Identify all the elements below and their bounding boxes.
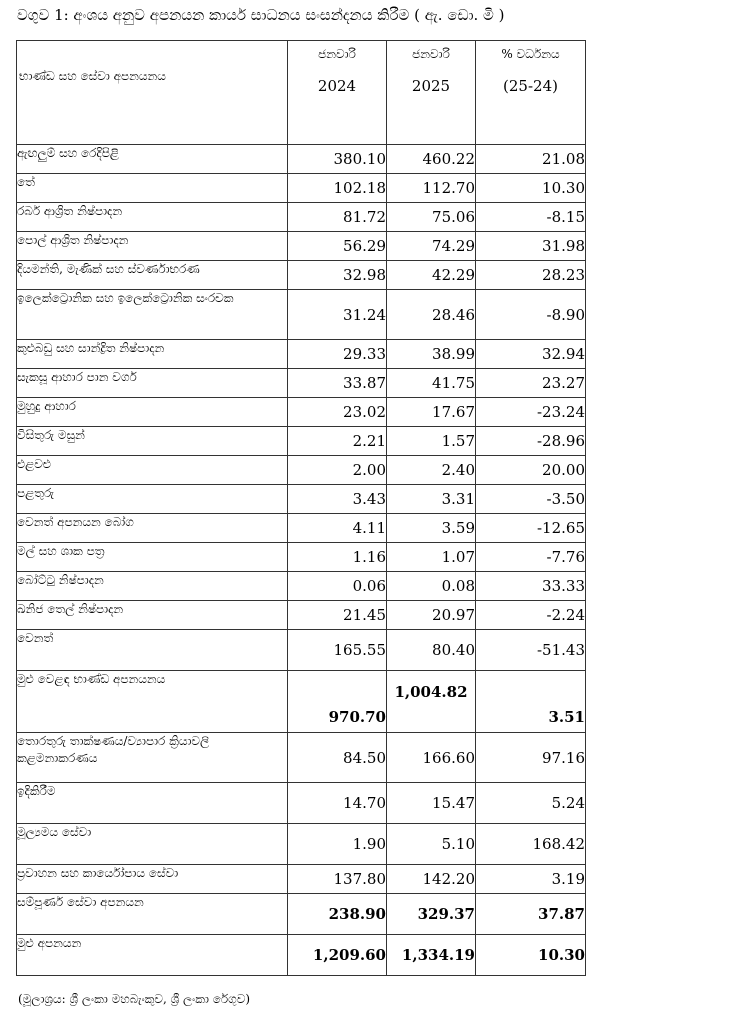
header-2024 (288, 41, 387, 145)
row-2025: 1,334.19 (387, 935, 476, 976)
table-row (17, 630, 586, 671)
table-row (17, 572, 586, 601)
header-row (17, 41, 586, 145)
table-row (17, 145, 586, 174)
header-2025 (387, 41, 476, 145)
row-growth: -28.96 (476, 427, 586, 456)
header-2025-month: ජනවාරි (412, 47, 450, 61)
row-name: තේ (17, 174, 288, 203)
table-caption: වගුව 1: අංශය අනුව අපනයන කාර්ය සාධනය සංසන්දනය කිරීම ( ඇ. ඩො. මි ) (17, 6, 505, 24)
row-growth: -51.43 (476, 630, 586, 671)
row-growth: 23.27 (476, 369, 586, 398)
row-growth: 20.00 (476, 456, 586, 485)
row-2024: 14.70 (288, 783, 387, 824)
row-growth: 97.16 (476, 733, 586, 783)
row-2024: 56.29 (288, 232, 387, 261)
row-growth: 33.33 (476, 572, 586, 601)
table-row (17, 290, 586, 340)
row-name: සම්පූර්ණ සේවා අපනයන (17, 894, 288, 935)
row-name: විසිතුරු මසුන් (17, 427, 288, 456)
row-2025: 112.70 (387, 174, 476, 203)
row-growth: -8.15 (476, 203, 586, 232)
row-name: මල් සහ ශාක පත්‍ර (17, 543, 288, 572)
row-name: මුහුදු ආහාර (17, 398, 288, 427)
header-category: භාණ්ඩ සහ සේවා අපනයනය (17, 41, 288, 145)
table-row (17, 601, 586, 630)
row-name: එළවළු (17, 456, 288, 485)
row-2024: 1,209.60 (288, 935, 387, 976)
row-2024: 2.21 (288, 427, 387, 456)
row-2024: 102.18 (288, 174, 387, 203)
row-2025: 2.40 (387, 456, 476, 485)
row-name: දියමන්ති, මැණික් සහ ස්වර්ණාභරණ (17, 261, 288, 290)
row-2024: 21.45 (288, 601, 387, 630)
row-2025: 5.10 (387, 824, 476, 865)
row-growth: -23.24 (476, 398, 586, 427)
row-growth: 32.94 (476, 340, 586, 369)
row-2025: 0.08 (387, 572, 476, 601)
row-name: මුළු අපනයන (17, 935, 288, 976)
table-row (17, 824, 586, 865)
row-2025: 42.29 (387, 261, 476, 290)
row-2025: 460.22 (387, 145, 476, 174)
row-2024: 32.98 (288, 261, 387, 290)
row-2025: 3.59 (387, 514, 476, 543)
table-row (17, 174, 586, 203)
row-growth: 3.19 (476, 865, 586, 894)
row-2025: 15.47 (387, 783, 476, 824)
row-2025: 166.60 (387, 733, 476, 783)
row-name: ඛනිජ තෙල් නිෂ්පාදන (17, 601, 288, 630)
table-row (17, 340, 586, 369)
row-growth: 37.87 (476, 894, 586, 935)
row-growth: 28.23 (476, 261, 586, 290)
merch-total-row (17, 671, 586, 733)
table-row (17, 456, 586, 485)
row-name: රබර් ආශ්‍රිත නිෂ්පාදන (17, 203, 288, 232)
header-2024-year: 2024 (317, 77, 357, 95)
row-name: තොරතුරු තාක්ෂණය/ව්‍යාපාර ක්‍රියාවලි කළමනාකරණය (17, 733, 288, 783)
services-total-row (17, 894, 586, 935)
row-growth: -2.24 (476, 601, 586, 630)
row-growth: 168.42 (476, 824, 586, 865)
row-name: පොල් ආශ්‍රිත නිෂ්පාදන (17, 232, 288, 261)
table-row (17, 427, 586, 456)
row-growth: 31.98 (476, 232, 586, 261)
row-2025: 1.57 (387, 427, 476, 456)
header-2024-month: ජනවාරි (318, 47, 356, 61)
row-name: ප්‍රවාහන සහ කාර්යෝපාය සේවා (17, 865, 288, 894)
row-growth: -12.65 (476, 514, 586, 543)
row-2024: 1.90 (288, 824, 387, 865)
header-growth-range: (25-24) (503, 77, 558, 95)
row-2025: 38.99 (387, 340, 476, 369)
row-2024: 165.55 (288, 630, 387, 671)
row-growth: 10.30 (476, 174, 586, 203)
row-growth: -7.76 (476, 543, 586, 572)
row-2024: 84.50 (288, 733, 387, 783)
header-2025-year: 2025 (411, 77, 451, 95)
row-2025: 1.07 (387, 543, 476, 572)
export-table (16, 40, 586, 976)
row-growth: 10.30 (476, 935, 586, 976)
row-name: මූල්‍යමය සේවා (17, 824, 288, 865)
row-name: කුළුබඩු සහ සාන්ද්‍රිත නිෂ්පාදන (17, 340, 288, 369)
row-name: වෙනත් අපනයන බෝග (17, 514, 288, 543)
row-2024: 2.00 (288, 456, 387, 485)
row-2025: 3.31 (387, 485, 476, 514)
row-2025: 20.97 (387, 601, 476, 630)
row-growth: 5.24 (476, 783, 586, 824)
table-row (17, 203, 586, 232)
row-growth: -3.50 (476, 485, 586, 514)
row-name: බෝට්ටු නිෂ්පාදන (17, 572, 288, 601)
row-name: සැකසූ ආහාර පාන වර්ග (17, 369, 288, 398)
row-2025: 142.20 (387, 865, 476, 894)
row-2024: 23.02 (288, 398, 387, 427)
row-name: වෙනත් (17, 630, 288, 671)
row-growth: 3.51 (476, 671, 586, 733)
row-2024: 970.70 (288, 671, 387, 733)
row-2024: 137.80 (288, 865, 387, 894)
table-row (17, 232, 586, 261)
row-name: ඇඟලුම් සහ රෙදිපිළි (17, 145, 288, 174)
table-row (17, 733, 586, 783)
row-2025: 74.29 (387, 232, 476, 261)
row-growth: 21.08 (476, 145, 586, 174)
source-note: (මූලාශ්‍රය: ශ්‍රී ලංකා මහබැංකුව, ශ්‍රී ලංකා රේගුව) (18, 992, 251, 1006)
table-row (17, 398, 586, 427)
row-2024: 4.11 (288, 514, 387, 543)
table-row (17, 514, 586, 543)
row-2024: 3.43 (288, 485, 387, 514)
row-2025: 28.46 (387, 290, 476, 340)
row-name: මුළු වෙළඳ භාණ්ඩ අපනයනය (17, 671, 288, 733)
row-2025: 17.67 (387, 398, 476, 427)
row-name: පළතුරු (17, 485, 288, 514)
grand-total-row (17, 935, 586, 976)
row-2024: 238.90 (288, 894, 387, 935)
row-2024: 29.33 (288, 340, 387, 369)
row-2025: 329.37 (387, 894, 476, 935)
row-2024: 0.06 (288, 572, 387, 601)
table-row (17, 261, 586, 290)
table-row (17, 369, 586, 398)
row-2024: 31.24 (288, 290, 387, 340)
row-2025: 41.75 (387, 369, 476, 398)
header-growth-label: % වර්ධනය (501, 47, 560, 61)
row-2024: 1.16 (288, 543, 387, 572)
table-row (17, 485, 586, 514)
row-2024: 81.72 (288, 203, 387, 232)
table-row (17, 865, 586, 894)
table-row (17, 783, 586, 824)
table-row (17, 543, 586, 572)
row-2025: 1,004.82 (387, 671, 476, 733)
row-growth: -8.90 (476, 290, 586, 340)
row-name: ඉලෙක්ට්‍රොනික සහ ඉලෙක්ට්‍රොනික සංරචක (17, 290, 288, 340)
row-2024: 380.10 (288, 145, 387, 174)
row-2024: 33.87 (288, 369, 387, 398)
header-growth (476, 41, 586, 145)
row-name: ඉදිකිරීම (17, 783, 288, 824)
row-2025: 75.06 (387, 203, 476, 232)
row-2025: 80.40 (387, 630, 476, 671)
